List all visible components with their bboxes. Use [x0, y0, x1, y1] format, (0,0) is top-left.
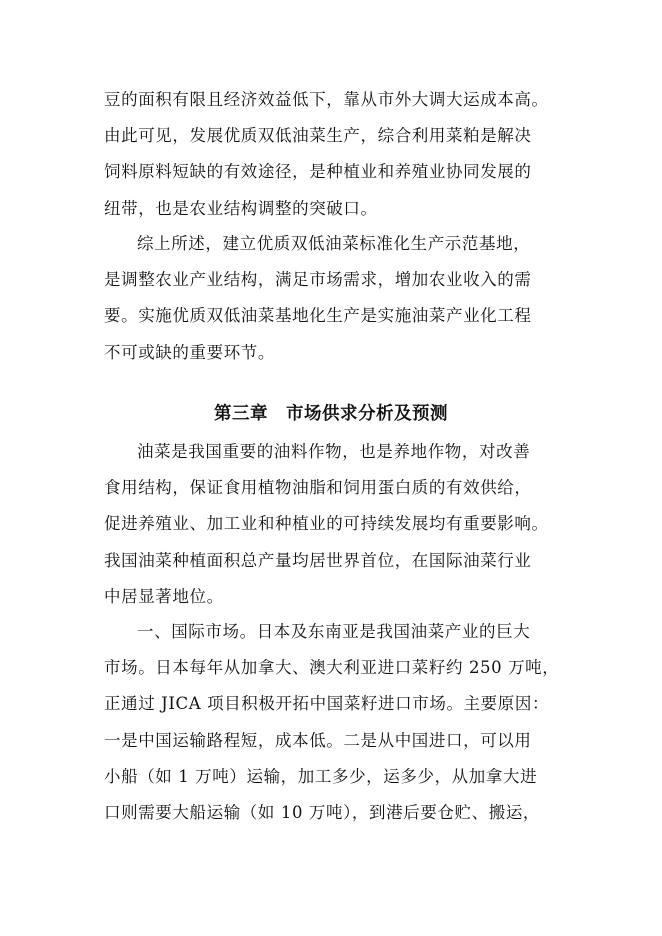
- text-line: 一、国际市场。日本及东南亚是我国油菜产业的巨大: [137, 622, 531, 641]
- text-line: 市场。日本每年从加拿大、澳大利亚进口菜籽约 250 万吨，: [104, 658, 560, 678]
- text-line: 要。实施优质双低油菜基地化生产是实施油菜产业化工程: [104, 306, 532, 326]
- text-line: 是调整农业产业结构，满足市场需求，增加农业收入的需: [104, 270, 532, 290]
- text-line: 豆的面积有限且经济效益低下，靠从市外大调大运成本高。: [104, 90, 549, 109]
- text-line: 油菜是我国重要的油料作物，也是养地作物，对改善: [137, 442, 531, 461]
- paragraph-continued: [104, 82, 562, 227]
- text-line: 食用结构，保证食用植物油脂和饲用蛋白质的有效供给，: [104, 478, 532, 498]
- paragraph-intro: [104, 434, 562, 615]
- text-line: 综上所述，建立优质双低油菜标准化生产示范基地，: [137, 234, 531, 253]
- text-line: 口则需要大船运输（如 10 万吨），到港后要仓贮、搬运，: [104, 802, 541, 822]
- text-line: 由此可见，发展优质双低油菜生产，综合利用菜粕是解决: [104, 126, 532, 146]
- text-line: 中居显著地位。: [104, 586, 224, 606]
- text-line: 不可或缺的重要环节。: [104, 342, 275, 362]
- paragraph-international-market: [104, 614, 562, 831]
- text-line: 一是中国运输路程短，成本低。二是从中国进口，可以用: [104, 730, 532, 750]
- text-line: 促进养殖业、加工业和种植业的可持续发展均有重要影响。: [104, 514, 549, 534]
- chapter-heading: 第三章 市场供求分析及预测: [214, 404, 448, 424]
- paragraph-summary: [104, 226, 562, 371]
- text-line: 饲料原料短缺的有效途径，是种植业和养殖业协同发展的: [104, 162, 532, 182]
- text-line: 我国油菜种植面积总产量均居世界首位，在国际油菜行业: [104, 550, 532, 570]
- text-line: 正通过 JICA 项目积极开拓中国菜籽进口市场。主要原因：: [104, 694, 550, 714]
- text-line: 纽带，也是农业结构调整的突破口。: [104, 198, 378, 218]
- text-line: 小船（如 1 万吨）运输，加工多少，运多少，从加拿大进: [104, 766, 538, 786]
